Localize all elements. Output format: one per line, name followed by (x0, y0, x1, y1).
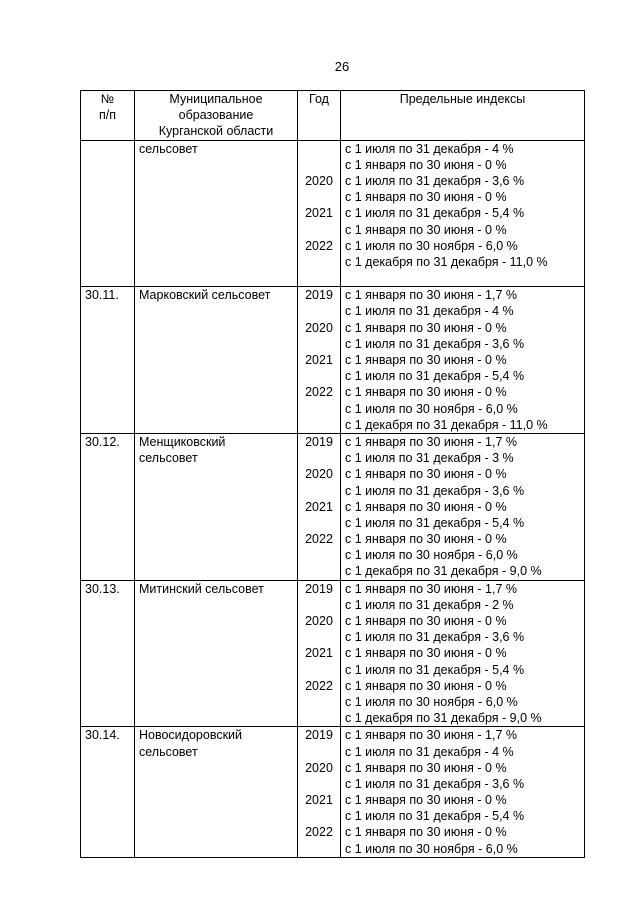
row-number-text: 30.12. (85, 434, 120, 449)
index-line: с 1 июля по 31 декабря - 3,6 % (345, 776, 525, 791)
year-value (302, 303, 336, 319)
year-value: 2022 (305, 238, 333, 253)
index-line: с 1 июля по 31 декабря - 5,4 % (345, 369, 525, 384)
year-value: 2021 (305, 206, 333, 221)
year-value (302, 483, 336, 499)
table-row (81, 727, 585, 858)
year-value (302, 450, 336, 466)
table-body (81, 140, 585, 857)
year-value: 2021 (305, 646, 333, 661)
year-value: 2020 (305, 320, 333, 335)
row-number (81, 433, 135, 580)
header-year-line: Год (309, 92, 329, 106)
row-number-text: 30.11. (85, 288, 119, 303)
year-value (302, 808, 336, 824)
index-line: с 1 января по 30 июня - 0 % (345, 222, 507, 237)
table-row (81, 287, 585, 434)
year-cell (298, 433, 341, 580)
municipality-name (135, 580, 298, 727)
year-value (302, 694, 336, 710)
index-line: с 1 июля по 31 декабря - 5,4 % (345, 662, 525, 677)
row-number-text: 30.13. (85, 581, 120, 596)
year-cell (298, 580, 341, 727)
index-line: с 1 января по 30 июня - 1,7 % (345, 288, 517, 303)
index-line: с 1 декабря по 31 декабря - 9,0 % (345, 564, 542, 579)
year-value (302, 254, 336, 270)
index-line: с 1 июля по 31 декабря - 3,6 % (345, 336, 525, 351)
municipality-name-line: Менщиковский (139, 434, 226, 449)
municipality-name (135, 287, 298, 434)
index-line: с 1 января по 30 июня - 0 % (345, 614, 507, 628)
header-year (298, 91, 341, 141)
year-value (302, 336, 336, 352)
header-number (81, 91, 135, 141)
year-value: 2021 (305, 499, 333, 514)
municipality-name (135, 433, 298, 580)
year-value (302, 417, 336, 433)
year-value (302, 157, 336, 173)
year-value: 2022 (305, 385, 333, 400)
index-line: с 1 января по 30 июня - 0 % (345, 499, 507, 514)
year-cell (298, 727, 341, 858)
year-value (302, 368, 336, 384)
year-value: 2019 (305, 728, 333, 743)
index-line: с 1 января по 30 июня - 0 % (345, 678, 507, 693)
index-line: с 1 января по 30 июня - 1,7 % (345, 728, 517, 743)
year-value: 2020 (305, 173, 333, 188)
municipality-name (135, 140, 298, 287)
index-line: с 1 июля по 31 декабря - 4 % (345, 141, 514, 156)
limit-indices-table (80, 90, 585, 858)
year-value: 2022 (305, 678, 333, 693)
indices-cell (341, 287, 585, 434)
index-line: с 1 июля по 31 декабря - 2 % (345, 597, 514, 612)
year-value: 2020 (305, 760, 333, 775)
index-line: с 1 января по 30 июня - 0 % (345, 760, 507, 775)
index-line: с 1 января по 30 июня - 0 % (345, 467, 507, 482)
municipality-name-line: сельсовет (139, 451, 198, 466)
year-value: 2022 (305, 532, 333, 547)
index-line: с 1 июля по 30 ноября - 6,0 % (345, 401, 518, 416)
index-line: с 1 июля по 30 ноября - 6,0 % (345, 841, 518, 856)
year-value (302, 141, 336, 157)
table-row (81, 580, 585, 727)
year-value (302, 744, 336, 760)
index-line: с 1 января по 30 июня - 0 % (345, 646, 507, 661)
index-line: с 1 января по 30 июня - 1,7 % (345, 434, 517, 449)
year-value (302, 222, 336, 238)
index-line: с 1 июля по 31 декабря - 5,4 % (345, 206, 525, 221)
header-municipality-line: Курганской области (158, 124, 274, 139)
header-number-line: п/п (98, 108, 116, 123)
municipality-name-line: сельсовет (139, 141, 198, 156)
index-line: с 1 января по 30 июня - 0 % (345, 157, 507, 172)
municipality-name (135, 727, 298, 858)
year-cell (298, 287, 341, 434)
municipality-name-line: Марковский сельсовет (139, 288, 271, 303)
index-line: с 1 января по 30 июня - 0 % (345, 825, 507, 840)
year-value (302, 597, 336, 613)
year-value (302, 270, 336, 286)
row-number (81, 140, 135, 287)
year-value (302, 189, 336, 205)
index-line: с 1 января по 30 июня - 0 % (345, 532, 507, 547)
index-line: с 1 декабря по 31 декабря - 11,0 % (345, 254, 548, 269)
table-row (81, 433, 585, 580)
year-value: 2019 (305, 581, 333, 596)
index-line: с 1 июля по 30 ноября - 6,0 % (345, 238, 518, 253)
index-line: с 1 января по 30 июня - 0 % (345, 190, 507, 205)
indices-cell (341, 433, 585, 580)
year-value (302, 662, 336, 678)
header-municipality-line: Муниципальное (169, 92, 263, 106)
year-value: 2020 (305, 614, 333, 628)
index-line: с 1 декабря по 31 декабря - 9,0 % (345, 711, 542, 726)
index-line: с 1 июля по 31 декабря - 3,6 % (345, 483, 525, 498)
municipality-name-line: Митинский сельсовет (139, 581, 264, 596)
index-line: с 1 января по 30 июня - 0 % (345, 793, 507, 808)
index-line: с 1 июля по 30 ноября - 6,0 % (345, 694, 518, 709)
row-number (81, 580, 135, 727)
header-municipality-line: образование (178, 108, 254, 123)
page-number: 26 (334, 59, 350, 74)
row-number-text: 30.14. (85, 728, 120, 743)
indices-cell (341, 580, 585, 727)
year-value (302, 776, 336, 792)
index-line: с 1 января по 30 июня - 0 % (345, 385, 507, 400)
year-value: 2021 (305, 793, 333, 808)
year-value (302, 841, 336, 857)
header-indices-line: Предельные индексы (399, 92, 526, 106)
row-number (81, 727, 135, 858)
year-value (302, 710, 336, 726)
row-number-text (85, 141, 130, 157)
index-line: с 1 января по 30 июня - 0 % (345, 353, 507, 367)
index-line: с 1 июля по 31 декабря - 4 % (345, 304, 514, 319)
index-line: с 1 июля по 31 декабря - 3,6 % (345, 630, 525, 645)
table-header-row (81, 91, 585, 141)
index-line: с 1 июля по 31 декабря - 5,4 % (345, 809, 525, 824)
index-line: с 1 июля по 31 декабря - 4 % (345, 744, 514, 759)
year-value: 2019 (305, 434, 333, 449)
header-municipality (135, 91, 298, 141)
year-value: 2020 (305, 467, 333, 482)
year-value (302, 629, 336, 645)
year-value (302, 515, 336, 531)
index-line: с 1 июля по 31 декабря - 5,4 % (345, 515, 525, 530)
index-line: с 1 января по 30 июня - 0 % (345, 320, 507, 335)
header-number-line: № (100, 92, 115, 106)
year-value (302, 563, 336, 579)
index-line: с 1 июля по 31 декабря - 3,6 % (345, 173, 525, 188)
indices-cell (341, 140, 585, 287)
year-value (302, 547, 336, 563)
year-value: 2019 (305, 288, 333, 303)
year-value (302, 401, 336, 417)
index-line: с 1 июля по 30 ноября - 6,0 % (345, 548, 518, 563)
row-number (81, 287, 135, 434)
municipality-name-line: сельсовет (139, 744, 198, 759)
indices-cell (341, 727, 585, 858)
index-line: с 1 июля по 31 декабря - 3 % (345, 451, 514, 466)
year-cell (298, 140, 341, 287)
index-line: с 1 декабря по 31 декабря - 11,0 % (345, 417, 548, 432)
index-line: с 1 января по 30 июня - 1,7 % (345, 581, 517, 596)
table-row (81, 140, 585, 287)
year-value: 2022 (305, 825, 333, 840)
year-value: 2021 (305, 353, 333, 367)
municipality-name-line: Новосидоровский (139, 728, 242, 743)
header-indices (341, 91, 585, 141)
